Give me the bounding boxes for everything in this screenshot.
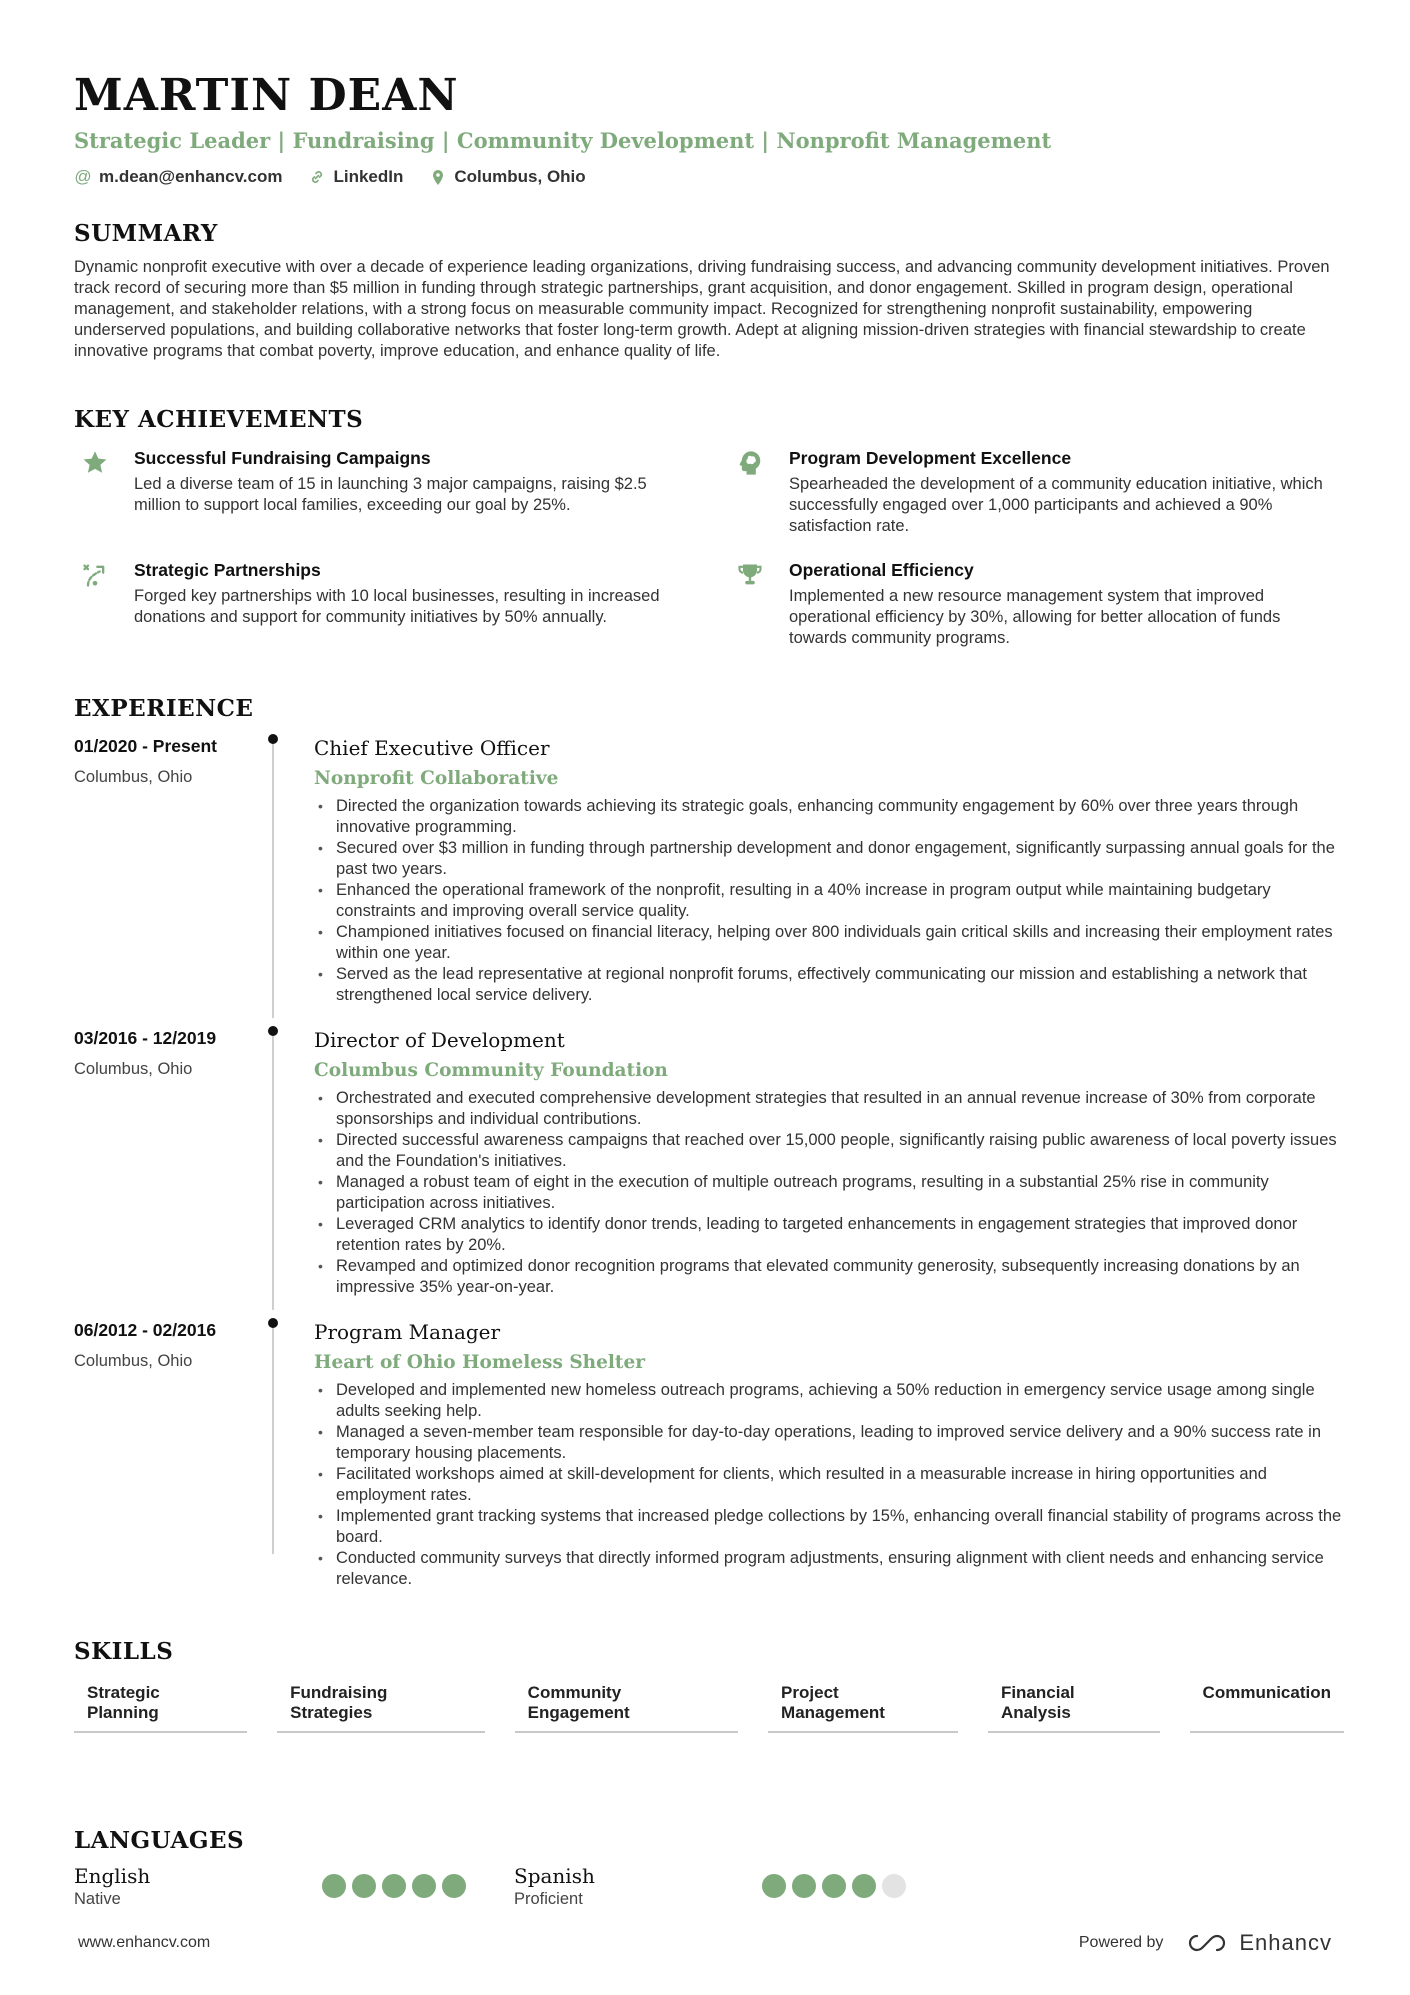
summary-text: Dynamic nonprofit executive with over a decade of experience leading organizations, driving fundraising success, and advancing community development initiatives. Proven track record of securing more than $5 million in funding through strategic partnerships, grant acquisition, and donor engagement. Skilled in program design, operational management, and stakeholder relations, with a strong focus on measurable community impact. Recognized for strengthening nonprofit sustainability, empowering underserved populations, and building collaborative networks that foster long-term growth. Adept at aligning mission-driven strategies with financial stewardship to create innovative programs that combat poverty, improve education, and enhance quality of life.	[74, 258, 1330, 360]
job-bullets	[314, 1380, 1344, 1590]
experience-title: EXPERIENCE	[74, 695, 254, 722]
job-title: Director of Development	[314, 1028, 565, 1052]
achievement-title: Operational Efficiency	[789, 560, 974, 580]
achievement-desc: Led a diverse team of 15 in launching 3 major campaigns, raising $2.5 million to support local families, exceeding our goal by 25%.	[134, 475, 647, 514]
achievement-item	[74, 559, 729, 649]
timeline-dot	[268, 734, 278, 744]
job-bullet: • Facilitated workshops aimed at skill-development for clients, which resulted in a measurable increase in hiring opportunities and employment rates.	[336, 1464, 1346, 1506]
job-dates: 01/2020 - Present	[74, 736, 218, 756]
achievement-item	[74, 447, 729, 537]
achievement-item	[729, 447, 1344, 537]
skill-tag: Strategic Planning	[74, 1683, 247, 1733]
language-item	[514, 1864, 954, 1924]
at-icon: @	[74, 167, 92, 186]
contact-email[interactable]	[74, 167, 282, 187]
job-entry	[74, 1028, 1344, 1298]
job-bullet: • Revamped and optimized donor recognition programs that elevated community generosity, subsequently increasing donations by an impressive 35% year-on-year.	[336, 1256, 1346, 1298]
job-bullet: • Secured over $3 million in funding through partnership development and donor engagement, significantly surpassing annual goals for the past two years.	[336, 838, 1346, 880]
rating-dot	[792, 1874, 816, 1898]
contact-location	[429, 167, 585, 187]
achievement-title: Strategic Partnerships	[134, 560, 321, 580]
contact-linkedin[interactable]	[308, 167, 403, 187]
job-bullet: • Orchestrated and executed comprehensive development strategies that resulted in an annual revenue increase of 30% from corporate sponsorships and individual contributions.	[336, 1088, 1346, 1130]
job-bullet: • Developed and implemented new homeless outreach programs, achieving a 50% reduction in emergency service usage among single adults seeking help.	[336, 1380, 1346, 1422]
job-dates: 03/2016 - 12/2019	[74, 1028, 217, 1048]
achievements-title: KEY ACHIEVEMENTS	[74, 406, 364, 433]
brand-logo[interactable]	[1185, 1930, 1332, 1956]
rating-dot	[412, 1874, 436, 1898]
job-bullet: • Implemented grant tracking systems that increased pledge collections by 15%, enhancing overall financial stability of programs across the board.	[336, 1506, 1346, 1548]
company-name: Columbus Community Foundation	[314, 1060, 668, 1081]
footer-website[interactable]: www.enhancv.com	[78, 1934, 211, 1951]
job-location: Columbus, Ohio	[74, 1060, 193, 1078]
headline: Strategic Leader | Fundraising | Community Development | Nonprofit Management	[74, 128, 1052, 153]
language-item	[74, 1864, 514, 1924]
skills-section	[74, 1638, 1344, 1733]
skill-tag: Financial Analysis	[988, 1683, 1160, 1733]
achievement-title: Program Development Excellence	[789, 448, 1072, 468]
enhancv-logo-icon	[1185, 1932, 1231, 1954]
summary-section	[74, 220, 1344, 362]
experience-section	[74, 695, 1344, 1590]
rating-dot	[442, 1874, 466, 1898]
star-icon	[74, 447, 116, 537]
job-title: Chief Executive Officer	[314, 736, 550, 760]
summary-title: SUMMARY	[74, 220, 218, 247]
job-bullet: • Managed a robust team of eight in the execution of multiple outreach programs, resulting in a substantial 25% rise in community participation across initiatives.	[336, 1172, 1346, 1214]
skill-tag: Community Engagement	[515, 1683, 738, 1733]
company-name: Nonprofit Collaborative	[314, 768, 559, 789]
rating-dot	[762, 1874, 786, 1898]
brain-icon	[729, 447, 771, 537]
achievement-title: Successful Fundraising Campaigns	[134, 448, 431, 468]
achievement-desc: Forged key partnerships with 10 local businesses, resulting in increased donations and support for community initiatives by 50% annually.	[134, 587, 660, 626]
skill-tag: Fundraising Strategies	[277, 1683, 485, 1733]
contact-location-text: Columbus, Ohio	[454, 167, 586, 186]
language-level: Proficient	[514, 1890, 583, 1908]
timeline-rail	[272, 1030, 274, 1310]
brand-name: Enhancv	[1239, 1930, 1332, 1955]
job-bullets	[314, 1088, 1344, 1298]
resume-page	[74, 70, 1344, 1908]
company-name: Heart of Ohio Homeless Shelter	[314, 1352, 645, 1373]
contact-linkedin-text: LinkedIn	[333, 167, 404, 186]
timeline-rail	[272, 738, 274, 1018]
job-entry	[74, 736, 1344, 1006]
achievements-section	[74, 406, 1344, 649]
timeline-rail	[272, 1322, 274, 1554]
resume-header	[74, 70, 1344, 187]
rating-dot	[352, 1874, 376, 1898]
job-location: Columbus, Ohio	[74, 768, 193, 786]
job-bullet: • Enhanced the operational framework of the nonprofit, resulting in a 40% increase in program output while maintaining budgetary constraints and improving overall service quality.	[336, 880, 1346, 922]
job-bullet: • Conducted community surveys that directly informed program adjustments, ensuring alignment with client needs and enhancing service relevance.	[336, 1548, 1346, 1590]
skills-title: SKILLS	[74, 1638, 174, 1665]
location-pin-icon	[429, 169, 447, 186]
timeline-dot	[268, 1318, 278, 1328]
languages-section	[74, 1827, 1344, 1924]
language-rating	[322, 1874, 466, 1898]
contact-email-text: m.dean@enhancv.com	[99, 167, 283, 186]
job-bullet: • Championed initiatives focused on financial literacy, helping over 800 individuals gain critical skills and increasing their employment rates within one year.	[336, 922, 1346, 964]
achievement-item	[729, 559, 1344, 649]
language-rating	[762, 1874, 906, 1898]
skill-tag: Project Management	[768, 1683, 958, 1733]
job-location: Columbus, Ohio	[74, 1352, 193, 1370]
rating-dot	[822, 1874, 846, 1898]
achievement-desc: Spearheaded the development of a community education initiative, which successfully engaged over 1,000 participants and achieved a 90% satisfaction rate.	[789, 475, 1323, 535]
job-dates: 06/2012 - 02/2016	[74, 1320, 217, 1340]
job-bullet: • Served as the lead representative at regional nonprofit forums, effectively communicating our mission and establishing a network that strengthened local service delivery.	[336, 964, 1346, 1006]
footer	[78, 1930, 1332, 1956]
strategy-icon	[74, 559, 116, 649]
job-entry	[74, 1320, 1344, 1590]
language-name: English	[74, 1864, 151, 1888]
job-bullet: • Directed successful awareness campaigns that reached over 15,000 people, significantly raising public awareness of local poverty issues and the Foundation's initiatives.	[336, 1130, 1346, 1172]
job-bullet: • Leveraged CRM analytics to identify donor trends, leading to targeted enhancements in engagement strategies that improved donor retention rates by 20%.	[336, 1214, 1346, 1256]
link-icon	[308, 169, 326, 185]
rating-dot	[882, 1874, 906, 1898]
rating-dot	[852, 1874, 876, 1898]
rating-dot	[322, 1874, 346, 1898]
rating-dot	[382, 1874, 406, 1898]
job-bullet: • Managed a seven-member team responsible for day-to-day operations, leading to improved service delivery and a 90% success rate in temporary housing placements.	[336, 1422, 1346, 1464]
powered-by	[1079, 1930, 1332, 1956]
language-name: Spanish	[514, 1864, 595, 1888]
achievement-desc: Implemented a new resource management system that improved operational efficiency by 30%, allowing for better allocation of funds towards community programs.	[789, 587, 1281, 647]
trophy-icon	[729, 559, 771, 649]
language-level: Native	[74, 1890, 121, 1908]
job-bullets	[314, 796, 1344, 1006]
contact-row	[74, 167, 1344, 187]
candidate-name: MARTIN DEAN	[74, 70, 459, 121]
powered-by-label: Powered by	[1078, 1934, 1164, 1951]
timeline-dot	[268, 1026, 278, 1036]
skill-tag: Communication	[1190, 1683, 1344, 1733]
job-title: Program Manager	[314, 1320, 501, 1344]
languages-title: LANGUAGES	[74, 1827, 245, 1854]
job-bullet: • Directed the organization towards achieving its strategic goals, enhancing community engagement by 60% over three years through innovative programming.	[336, 796, 1346, 838]
